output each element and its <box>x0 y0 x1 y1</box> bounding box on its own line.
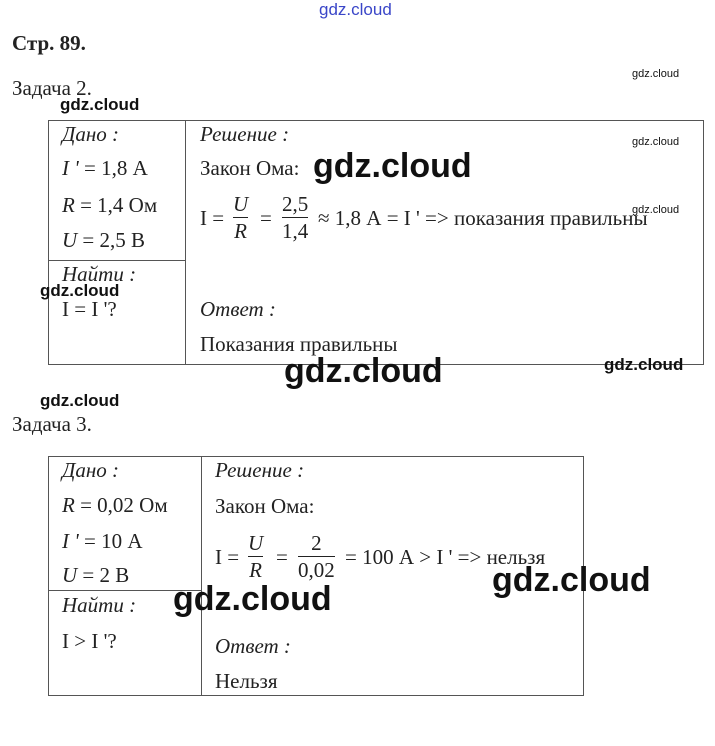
task3-equals: = <box>276 545 288 569</box>
watermark: gdz.cloud <box>604 355 684 374</box>
watermark: gdz.cloud <box>632 136 680 148</box>
task3-law: Закон Ома: <box>215 494 315 518</box>
task3-given-heading: Дано : <box>62 458 120 482</box>
task2-equals: = <box>260 206 272 230</box>
task3-fraction-ur: U R <box>248 531 264 582</box>
watermark: gdz.cloud <box>284 352 443 390</box>
task3-formula-right: = 100 А > I ' => нельзя <box>345 545 546 569</box>
task3-column-divider <box>201 456 202 696</box>
watermark: gdz.cloud <box>632 204 680 216</box>
task3-answer-heading: Ответ : <box>215 634 291 658</box>
watermark: gdz.cloud <box>40 281 120 300</box>
task3-given-item: R = 0,02 Ом <box>62 493 168 517</box>
task3-formula-left: I = <box>215 545 240 569</box>
task2-given-item: I ' = 1,8 А <box>62 156 148 180</box>
task2-find-expression: I = I '? <box>62 297 117 321</box>
task3-find-expression: I > I '? <box>62 629 117 653</box>
task3-answer: Нельзя <box>215 669 278 693</box>
watermark: gdz.cloud <box>632 68 680 80</box>
task3-solution-heading: Решение : <box>215 458 305 482</box>
task2-solution-heading: Решение : <box>200 122 290 146</box>
task3-given-item: U = 2 В <box>62 563 130 587</box>
task2-answer: Показания правильны <box>200 332 398 356</box>
watermark: gdz.cloud <box>313 147 472 185</box>
page-label: Стр. 89. <box>12 31 86 55</box>
task3-find-heading: Найти : <box>62 593 137 617</box>
task2-column-divider <box>185 120 186 365</box>
watermark: gdz.cloud <box>492 561 651 599</box>
task2-given-heading: Дано : <box>62 122 120 146</box>
task2-title: Задача 2. <box>12 76 92 100</box>
task2-law: Закон Ома: <box>200 156 300 180</box>
watermark: gdz.cloud <box>40 391 120 410</box>
task2-given-item: U = 2,5 В <box>62 228 146 252</box>
watermark: gdz.cloud <box>60 95 140 114</box>
task2-fraction-ur: U R <box>233 192 249 243</box>
task2-fraction-values: 2,5 1,4 <box>282 192 309 243</box>
watermark: gdz.cloud <box>173 580 332 618</box>
task2-formula-right: ≈ 1,8 А = I ' => показания правильны <box>318 206 648 230</box>
task2-formula-left: I = <box>200 206 225 230</box>
watermark-top: gdz.cloud <box>319 0 392 19</box>
task2-find-heading: Найти : <box>62 262 137 286</box>
task2-given-item: R = 1,4 Ом <box>62 193 158 217</box>
task2-row-divider <box>48 260 186 261</box>
task3-given-item: I ' = 10 А <box>62 529 143 553</box>
task3-fraction-values: 2 0,02 <box>298 531 335 582</box>
task2-answer-heading: Ответ : <box>200 297 276 321</box>
task3-title: Задача 3. <box>12 412 92 436</box>
